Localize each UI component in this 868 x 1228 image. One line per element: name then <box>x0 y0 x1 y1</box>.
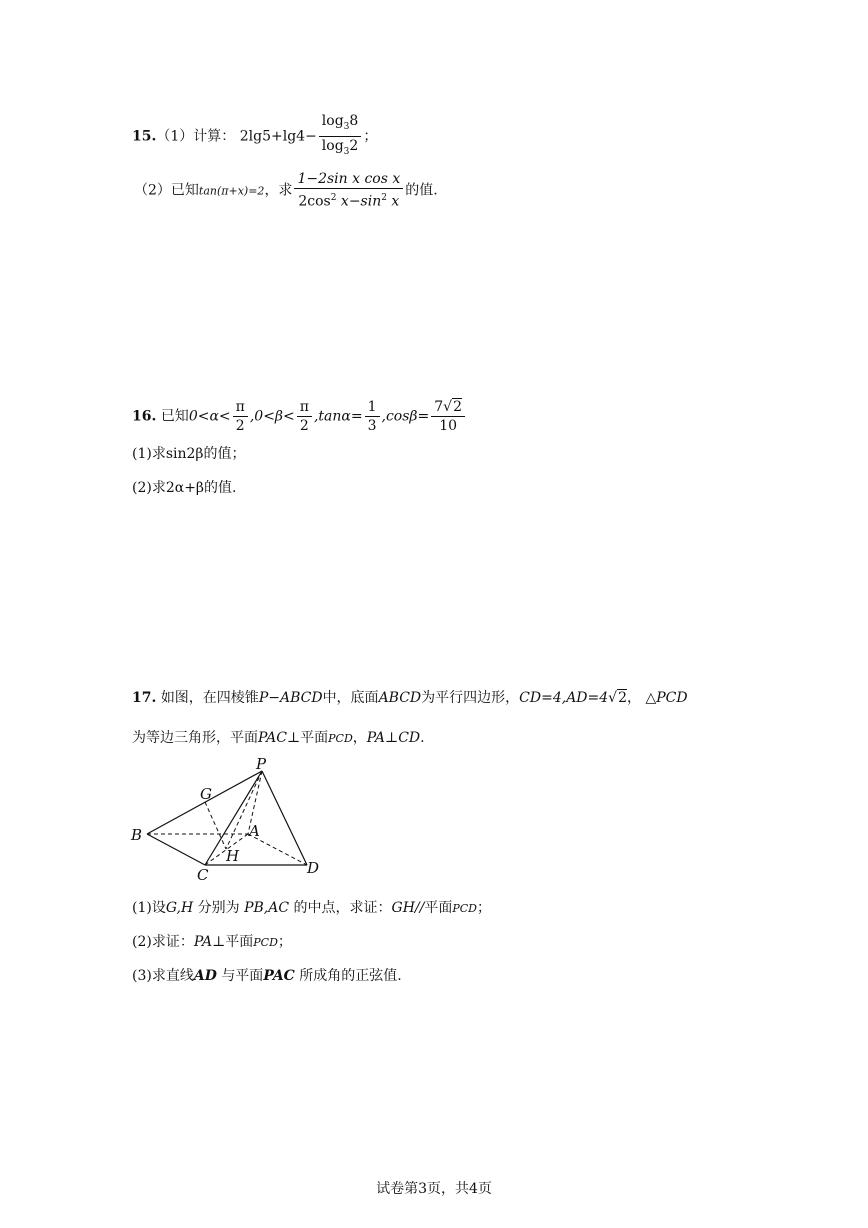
q17-sub2: (2)求证：PA⊥平面PCD； <box>132 934 292 950</box>
label-C: C <box>197 866 209 884</box>
q15-part2-condition: tan(π+x)=2 <box>198 184 265 198</box>
label-P: P <box>256 755 267 773</box>
q16-number: 16. <box>132 408 157 425</box>
q17-sub1: (1)设G,H 分别为 PB,AC 的中点，求证：GH//平面PCD； <box>132 900 491 916</box>
q17-sub3: (3)求直线AD 与平面PAC 所成角的正弦值. <box>132 968 402 984</box>
edge-PD <box>262 771 307 865</box>
q17-line1: 17. 如图，在四棱锥P−ABCD中，底面ABCD为平行四边形，CD=4,AD=4√2， △PCD <box>132 690 688 706</box>
label-H: H <box>226 847 240 865</box>
q15-part2: （2）已知tan(π+x)=2，求 $\frac{\text{1−2sin x cos x}}{2\cos^2 x-\sin^2 x}$ 的值. <box>134 171 438 210</box>
q16-sub1: (1)求sin2β的值； <box>132 446 246 462</box>
q16-condition: 16. 已知0<α< $\frac{\pi}{2}$ ,0<β< $\frac{\pi}{2}$ ,tanα= $\frac{1}{3}$ ,cosβ= $\frac{7√2}{10}$ <box>132 398 467 435</box>
q16-sub2: (2)求2α+β的值. <box>132 480 237 496</box>
q15-part2-fraction: $\frac{\text{1−2sin x cos x}}{2\cos^2 x-\sin^2 x}$ <box>294 170 403 211</box>
edge-GH <box>205 802 226 849</box>
q15-part1-prefix: （1）计算： <box>156 128 236 145</box>
pyramid-figure <box>125 755 335 885</box>
edge-BC <box>147 834 205 865</box>
q15-part1: 15.（1）计算： 2lg5+lg4− $\frac{\log_38}{\log_32}$ ； <box>132 112 377 161</box>
label-G: G <box>200 785 212 803</box>
label-A: A <box>249 822 260 840</box>
label-B: B <box>131 826 143 844</box>
q17-line2: 为等边三角形，平面PAC⊥平面PCD，PA⊥CD. <box>132 730 425 746</box>
q15-number: 15. <box>132 128 157 145</box>
page-footer: 试卷第3页，共4页 <box>376 1181 492 1197</box>
label-D: D <box>307 859 320 877</box>
q15-part1-expr: 2lg5+lg4− <box>239 128 317 145</box>
q15-part1-fraction: $\frac{\log_38}{\log_32}$ <box>319 112 362 161</box>
q17-number: 17. <box>132 690 157 706</box>
